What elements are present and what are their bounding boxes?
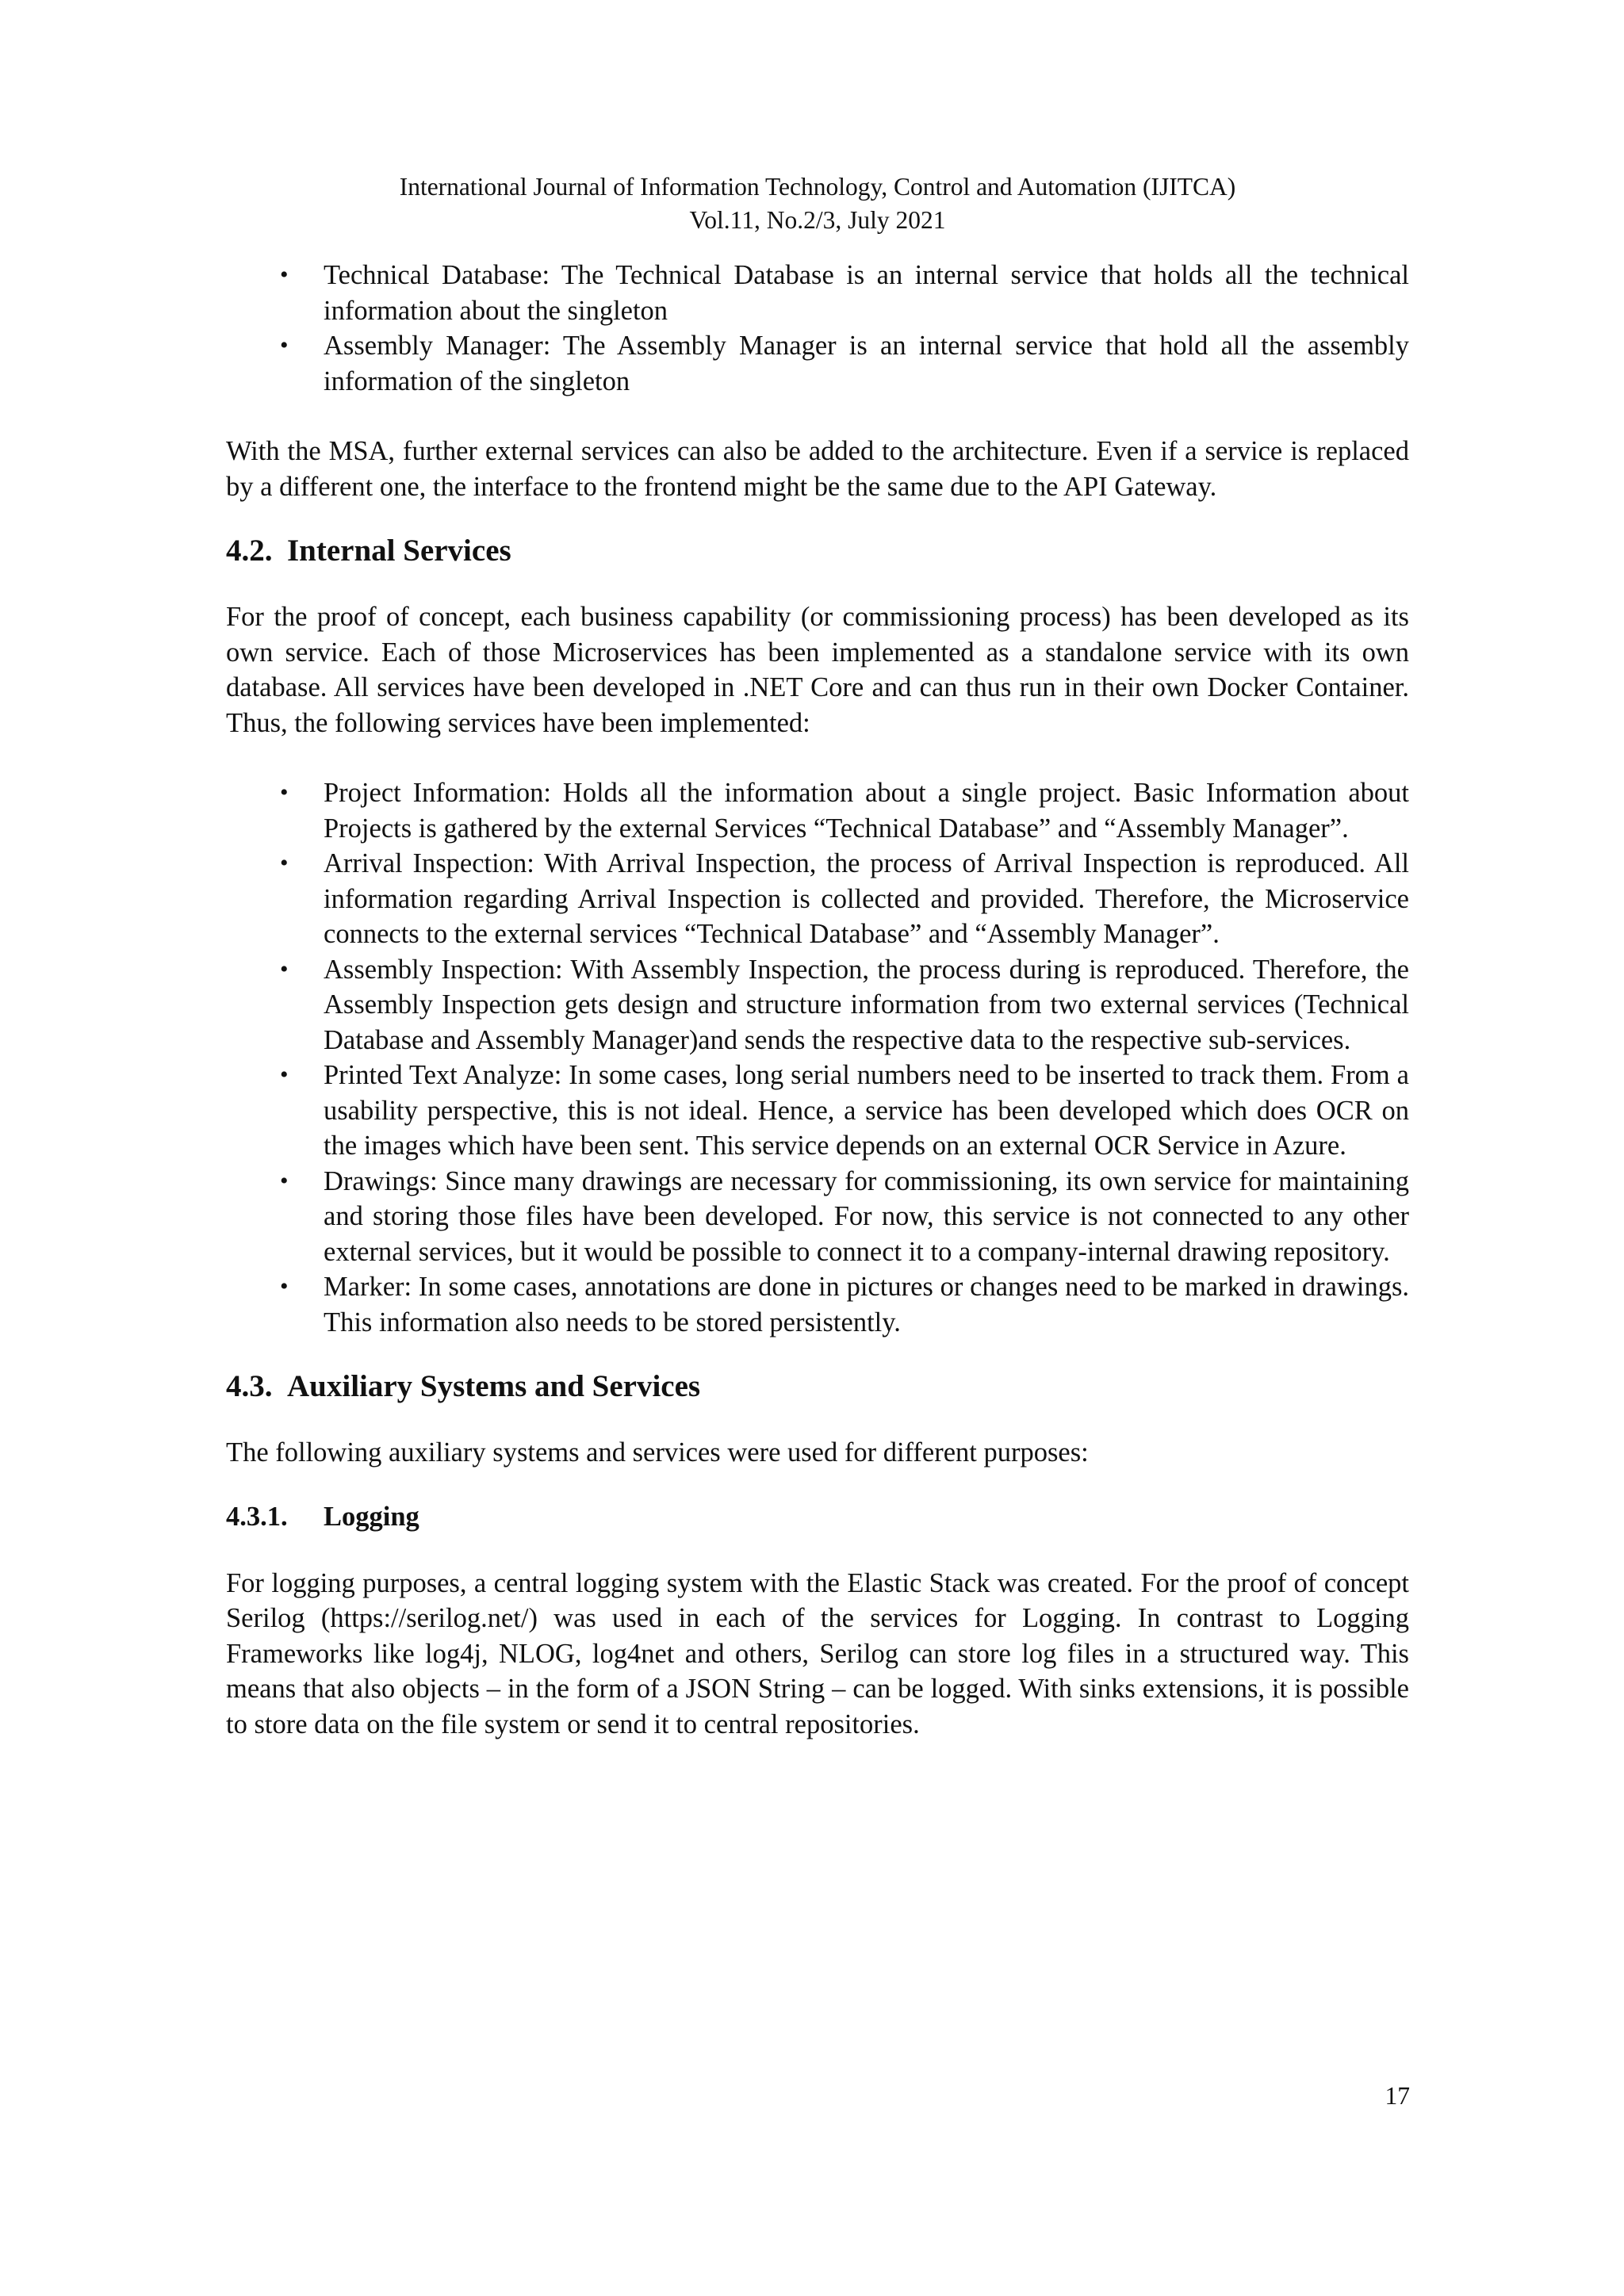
subsection-heading-4-3-1 [226, 1499, 1409, 1534]
section-number: 4.3. [226, 1369, 273, 1403]
list-item [226, 1269, 1409, 1340]
bullet-icon: • [280, 850, 289, 876]
list-item-text: Assembly Manager: The Assembly Manager is an internal service that hold all the assembly information of the singleton [324, 331, 1409, 396]
list-item [226, 258, 1409, 328]
bullet-icon: • [280, 1167, 289, 1194]
bullet-icon: • [280, 1273, 289, 1299]
paragraph-logging: For logging purposes, a central logging system with the Elastic Stack was created. For the proof of concept Serilog (https://serilog.net/) was used in each of the services for Logging. In contrast to Logging Frameworks like log4j, NLOG, log4net and others, Serilog can store log files in a structured way. This means that also objects – in the form of a JSON String – can be logged. With sinks extensions, it is possible to store data on the file system or send it to central repositories. [226, 1567, 1409, 1739]
list-item-text: Project Information: Holds all the information about a single project. Basic Information about Projects is gathered by the external Services “Technical Database” and “Assembly Manager”. [324, 778, 1409, 844]
paragraph-internal-services-intro: For the proof of concept, each business capability (or commissioning process) has been developed as its own service. Each of those Microservices has been implemented as a standalone service with its own database. All services have been developed in .NET Core and can thus run in their own Docker Container. Thus, the following services have been implemented: [226, 602, 1409, 738]
list-item [226, 775, 1409, 846]
paragraph-msa: With the MSA, further external services can also be added to the architecture. Even if a service is replaced by a different one, the interface to the frontend might be the same due to the API Gateway. [226, 436, 1409, 502]
bullet-icon: • [280, 1062, 289, 1088]
list-item-text: Arrival Inspection: With Arrival Inspection, the process of Arrival Inspection is reproduced. All information regarding Arrival Inspection is collected and provided. Therefore, the Microservice connects to the external services “Technical Database” and “Assembly Manager”. [324, 848, 1409, 949]
list-item [226, 952, 1409, 1058]
bullet-icon: • [280, 779, 289, 806]
list-item-text: Technical Database: The Technical Database is an internal service that holds all the technical information about the singleton [324, 260, 1409, 326]
page-number: 17 [1385, 2082, 1410, 2110]
bullet-icon: • [280, 262, 289, 288]
journal-title: International Journal of Information Technology, Control and Automation (IJITCA) [399, 173, 1236, 201]
list-item-text: Marker: In some cases, annotations are done in pictures or changes need to be marked in drawings. This information also needs to be stored persistently. [324, 1272, 1409, 1337]
paragraph-auxiliary-intro: The following auxiliary systems and services were used for different purposes: [226, 1437, 1089, 1468]
section-heading-4-2 [226, 531, 1409, 571]
bullet-icon: • [280, 955, 289, 982]
running-header [226, 170, 1409, 237]
section-number: 4.2. [226, 534, 273, 568]
list-item [226, 1058, 1409, 1164]
section-heading-4-3 [226, 1367, 1409, 1406]
subsection-title: Logging [324, 1501, 419, 1532]
top-bullet-list [226, 258, 1409, 399]
section-title: Internal Services [287, 534, 511, 568]
list-item-text: Drawings: Since many drawings are necessary for commissioning, its own service for maintaining and storing those files have been developed. For now, this service is not connected to any other external services, but it would be possible to connect it to a company-internal drawing repository. [324, 1165, 1409, 1267]
list-item-text: Printed Text Analyze: In some cases, long serial numbers need to be inserted to track them. From a usability perspective, this is not ideal. Hence, a service has been developed which does OCR on the images which have been sent. This service depends on an external OCR Service in Azure. [324, 1060, 1409, 1161]
list-item [226, 328, 1409, 399]
section-title: Auxiliary Systems and Services [287, 1369, 701, 1403]
list-item [226, 1164, 1409, 1270]
subsection-number: 4.3.1. [226, 1501, 288, 1532]
list-item [226, 846, 1409, 952]
internal-services-list [226, 775, 1409, 1340]
journal-volume: Vol.11, No.2/3, July 2021 [689, 206, 946, 234]
page-content [226, 170, 1409, 1742]
list-item-text: Assembly Inspection: With Assembly Inspection, the process during is reproduced. Therefore, the Assembly Inspection gets design and structure information from two external services (Technical Database and Assembly Manager)and sends the respective data to the respective sub-services. [324, 954, 1409, 1055]
bullet-icon: • [280, 332, 289, 358]
